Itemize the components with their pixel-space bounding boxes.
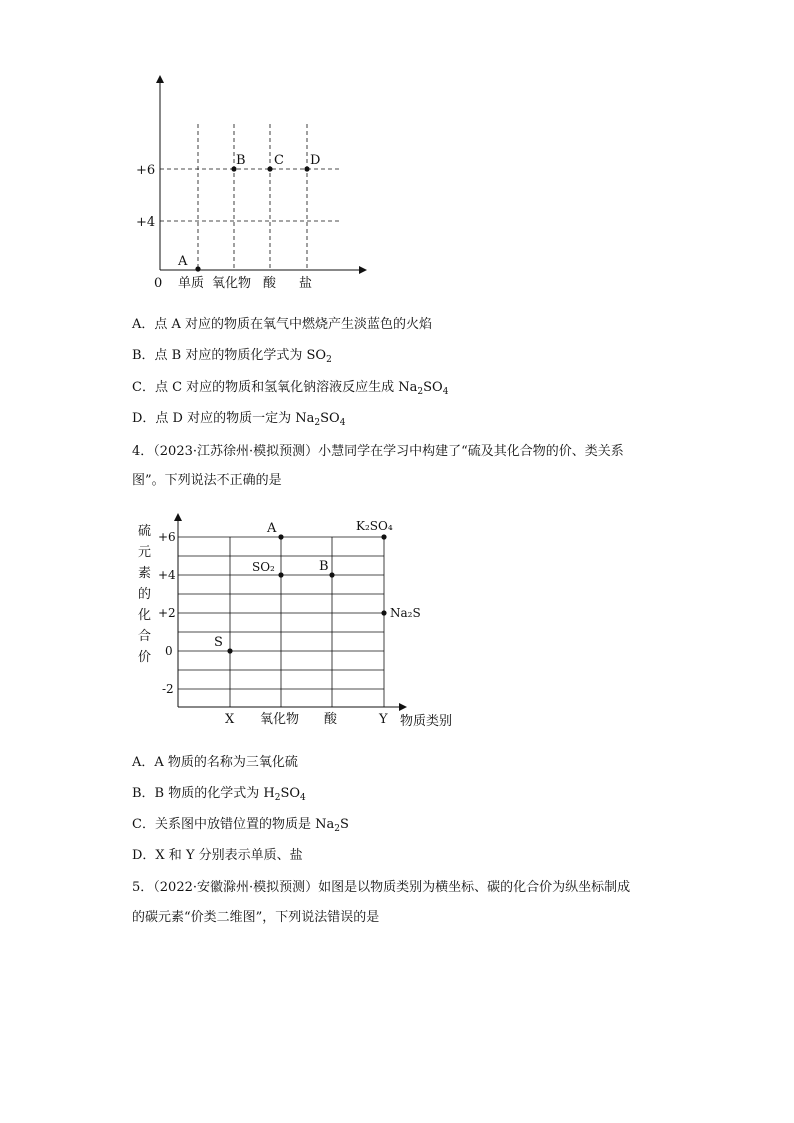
point-label: B [319, 559, 329, 574]
q4-stem-line2: 图”。下列说法不正确的是 [132, 473, 282, 488]
x-tick: 氧化物 [260, 712, 300, 727]
point-label: C [274, 153, 284, 168]
x-axis-label: 物质类别 [400, 714, 453, 729]
y-axis-label-char: 价 [138, 650, 152, 665]
point-a [278, 534, 283, 539]
q4-option-c: C．关系图中放错位置的物质是 $Na_2S$ [132, 817, 349, 834]
y-tick: +2 [158, 606, 176, 620]
y-axis-label-char: 化 [138, 608, 152, 623]
y-tick: +6 [158, 530, 176, 544]
point-label: A [178, 254, 188, 269]
point-label: SO₂ [252, 560, 275, 574]
y-tick: 0 [154, 276, 163, 291]
q4-option-a: A．A 物质的名称为三氧化硫 [132, 755, 298, 770]
x-tick: 酸 [263, 276, 277, 291]
q3-option-c: C．点 C 对应的物质和氢氧化钠溶液反应生成 $Na_2SO_4$ [132, 380, 449, 397]
q3-option-d: D．点 D 对应的物质一定为 $Na_2SO_4$ [132, 411, 346, 428]
y-tick: +4 [158, 568, 176, 582]
q3-option-b: B．点 B 对应的物质化学式为 $SO_2$ [132, 348, 332, 365]
y-axis-label-char: 合 [138, 629, 152, 644]
point-c [267, 166, 272, 171]
point-so2 [278, 572, 283, 577]
point-b [329, 572, 334, 577]
y-tick: 0 [165, 644, 173, 658]
point-a [195, 266, 200, 271]
y-axis-label-char: 元 [138, 545, 152, 560]
point-na2s [381, 610, 386, 615]
valence-chart-2 [0, 500, 794, 740]
x-tick: 单质 [178, 276, 205, 291]
x-tick: X [225, 712, 235, 727]
y-axis-label-char: 素 [138, 566, 152, 581]
x-tick: 酸 [324, 712, 338, 727]
point-label: D [310, 153, 321, 168]
point-d [304, 166, 309, 171]
q5-stem-line1: 5．（2022·安徽滁州·模拟预测）如图是以物质类别为横坐标、碳的化合价为纵坐标制成 [132, 880, 631, 895]
y-axis-label-char: 的 [138, 587, 152, 602]
q5-stem-line2: 的碳元素“价类二维图”，下列说法错误的是 [132, 910, 380, 925]
x-tick: 氧化物 [212, 276, 252, 291]
y-tick: -2 [162, 682, 174, 696]
q4-option-b: B．B 物质的化学式为 $H_2SO_4$ [132, 786, 306, 803]
q4-option-d: D．X 和 Y 分别表示单质、盐 [132, 848, 303, 863]
point-label: Na₂S [390, 606, 421, 620]
y-axis-label-char: 硫 [138, 524, 152, 539]
valence-chart-1 [0, 0, 794, 300]
q4-stem-line1: 4．（2023·江苏徐州·模拟预测）小慧同学在学习中构建了“硫及其化合物的价、类关系 [132, 444, 624, 459]
point-k2so4 [381, 534, 386, 539]
point-s [227, 648, 232, 653]
point-label: A [267, 521, 277, 536]
y-tick: +6 [136, 163, 156, 178]
x-tick: Y [379, 712, 388, 727]
point-label: S [214, 635, 223, 650]
q3-option-a: A．点 A 对应的物质在氧气中燃烧产生淡蓝色的火焰 [132, 317, 433, 332]
point-label: K₂SO₄ [356, 519, 393, 533]
x-tick: 盐 [299, 276, 313, 291]
point-label: B [236, 153, 246, 168]
y-tick: +4 [136, 215, 156, 230]
